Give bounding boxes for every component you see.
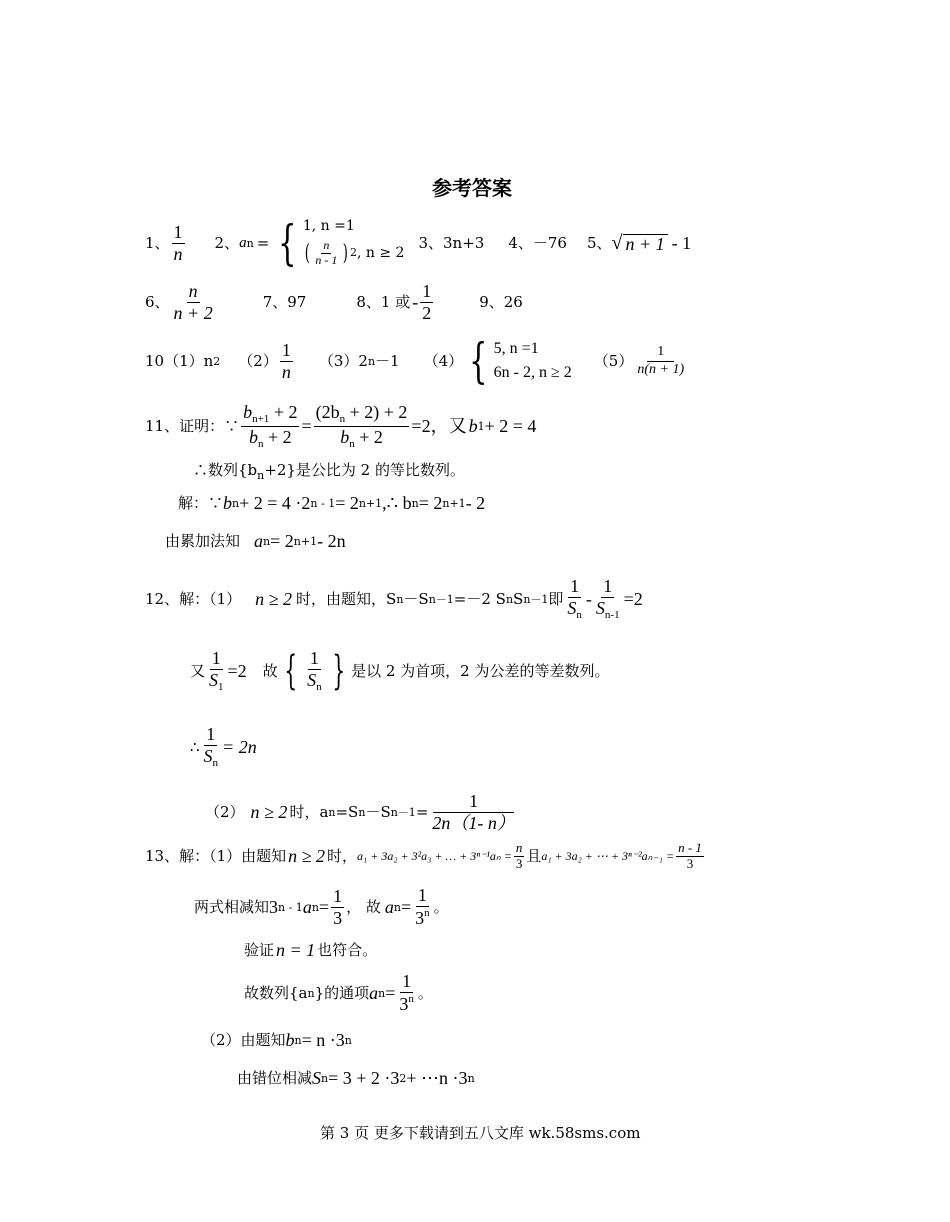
answer-11-line-3-d: = 2 [418, 493, 443, 513]
answer-12-line-4-text: 时，a [289, 802, 329, 821]
answer-10-part-5-label: （5） [593, 351, 634, 370]
answer-10-part-3-pow: n [367, 354, 376, 368]
answer-10-part-5-den: n(n + 1) [637, 361, 685, 377]
answer-6-label: 6、 [145, 292, 170, 311]
answer-11-line-3 [178, 490, 485, 516]
answer-12-fraction-2 [594, 576, 622, 621]
answer-12-line-3-eq: = 2n [222, 737, 257, 757]
answer-11-line-2-tail: +2}是公比为 2 的等比数列。 [264, 461, 465, 479]
answer-11-f1-num-tail: + 2 [269, 401, 298, 422]
page-title: 参考答案 [432, 176, 512, 200]
answer-10-case-2: 6n - 2, n ≥ 2 [493, 364, 572, 381]
answer-12-line-2-gu: 故 [262, 661, 278, 680]
answer-11-line-3-e: - 2 [465, 493, 486, 513]
answer-11-line-3-a: + 2 = 4 ·2 [239, 493, 311, 513]
answer-13-sum-1-den: 3 [515, 855, 523, 871]
left-brace-icon: { [284, 648, 297, 694]
answer-12-line-4-sub-1: n [328, 805, 336, 819]
answer-13-text-1: 时， [327, 846, 358, 865]
answer-2-case-2-tail: , n ≥ 2 [357, 245, 405, 261]
answer-13-line-6-sub: n [321, 1071, 329, 1085]
answer-13-line-2-end: 。 [433, 897, 449, 916]
answer-13-sum-1: a₁ + 3a₂ + 3²a₃ + … + 3ⁿ⁻¹aₙ = [357, 849, 512, 863]
answer-11-line-3-pow-3: n+1 [442, 496, 466, 510]
answer-12-sub-1: n [396, 592, 404, 606]
answer-12-eq: =2 [623, 589, 643, 609]
answer-13-line-2-den-2: 3 [415, 908, 425, 928]
answer-11-eq-1: = [301, 416, 312, 436]
page-footer: 第 3 页 更多下载请到五八文库 wk.58sms.com [320, 1124, 641, 1142]
answer-13-line-4-num: 1 [402, 971, 412, 992]
answer-13-line-2-gu: ， 故 [346, 897, 381, 916]
answer-13-line-2-fraction [331, 886, 344, 928]
answer-13-sum-2-fraction [676, 841, 704, 872]
answer-5-tail: - 1 [671, 233, 692, 253]
answer-13-line-5-sub: n [294, 1033, 302, 1047]
answer-12-text-mid: －S [403, 589, 429, 608]
answer-12-line-1 [145, 574, 643, 624]
answer-4: 4、－76 [508, 233, 567, 252]
answer-13-line-6-pow-2: n [467, 1071, 475, 1085]
answer-12-set-sub: n [316, 681, 322, 694]
answer-2-cases [303, 216, 405, 270]
answer-10-part-4-label: （4） [423, 351, 464, 370]
answer-12-line-3-num: 1 [206, 724, 216, 745]
answer-13-line-3-tail: 也符合。 [317, 940, 378, 959]
answer-12-line-4-den: 2n（1- n） [432, 812, 515, 833]
answer-12-sub-2: n－1 [428, 592, 454, 606]
answer-10-part-5-fraction [635, 344, 686, 377]
answer-10-part-2-num: 1 [281, 339, 291, 360]
sqrt-icon: √ [611, 232, 623, 254]
answer-12-condition: n ≥ 2 [255, 589, 293, 609]
answer-8-num: 1 [422, 280, 432, 301]
answer-10-part-2-label: （2） [238, 351, 278, 370]
answer-13-line-2-a: 3 [269, 897, 279, 917]
answer-12-line-3-fraction [202, 724, 221, 769]
answer-12-line-4-label: （2） [205, 802, 245, 821]
answer-11-f1-den: b [248, 426, 258, 447]
answer-8-minus: - [412, 292, 419, 312]
answer-11-line-4-sub: n [263, 534, 271, 548]
answer-13-line-2-sub: n [311, 900, 319, 914]
answer-11-eq-2: =2，又 [411, 416, 467, 436]
answer-11-b1-tail: + 2 = 4 [484, 416, 537, 436]
answer-11-f2-den: b [340, 426, 350, 447]
answer-10-part-1-pow: 2 [213, 354, 221, 368]
answer-2-a-sub: n [246, 236, 254, 250]
answer-13-cond: n ≥ 2 [288, 846, 326, 866]
answer-12-line-3-label: ∴ [190, 737, 200, 756]
answer-11-b1-sub: 1 [477, 419, 485, 433]
answer-11-fraction-1 [241, 402, 299, 450]
answer-12-minus: - [585, 589, 592, 609]
answer-10-cases [494, 337, 572, 385]
answer-2-a: a [239, 234, 247, 251]
answer-12-text-tail: 即 [548, 589, 564, 608]
answer-11-line-3-sub-2: n [411, 496, 419, 510]
answer-13-sum-1-fraction [514, 841, 525, 872]
answer-1-num: 1 [173, 221, 183, 242]
answer-2-case-2-pow: 2 [350, 246, 357, 260]
answer-11-line-3-c: ,∴ b [382, 493, 412, 513]
answer-13-sum-2-den: 3 [686, 855, 694, 871]
answer-13-sum-1-num: n [515, 839, 523, 855]
answer-12-line-3-sub: n [212, 757, 219, 770]
answer-12-line-4-eq: = [415, 802, 429, 821]
answer-12-line-3-den: S [203, 746, 213, 767]
answer-11-f2-num-sub: n [339, 412, 346, 425]
answer-12-line-4-fraction [430, 791, 517, 833]
answer-13-line-4-den-pow: n [408, 993, 414, 1005]
answer-12-set-num: 1 [309, 648, 319, 669]
answer-12-line-2 [190, 644, 610, 698]
answer-12-line-3 [190, 722, 257, 772]
answer-13-line-2-eq: = [318, 897, 330, 917]
answer-13-line-4-mid: }的通项 [314, 983, 370, 1002]
answer-13-line-4-a: a [369, 983, 379, 1003]
answer-11-line-2 [193, 463, 465, 481]
answer-13-line-3-label: 验证 [244, 940, 275, 959]
answer-11-f1-den-sub: n [257, 437, 264, 450]
answer-12-line-4-num: 1 [433, 791, 514, 813]
answer-8-label: 8、1 或 [356, 292, 411, 311]
answer-13-line-4-sub: n [307, 986, 315, 1000]
answer-13-line-2-fraction-2 [413, 885, 432, 928]
answer-11-line-4-a: a [254, 531, 264, 551]
answer-13-line-6 [237, 1066, 475, 1090]
answer-10-part-3-tail: －1 [375, 351, 400, 370]
answer-13-label: 13、解：（1）由题知 [145, 846, 287, 865]
answer-5-label: 5、 [586, 233, 612, 252]
answer-11-line-2-text: ∴数列{b [193, 461, 258, 479]
answer-12-sub-4: n－1 [523, 592, 549, 606]
answer-11-line-1 [145, 402, 536, 450]
answer-12-line-4-sub-2: n [358, 805, 366, 819]
answer-13-line-5-a: b [285, 1030, 295, 1050]
answer-13-line-6-label: 由错位相减 [237, 1068, 313, 1087]
answer-12-set-fraction [305, 648, 324, 693]
answer-11-line-4 [165, 528, 346, 554]
answer-12-line-4 [205, 787, 519, 837]
answer-2-eq: = [256, 233, 270, 252]
answer-12-f1-den-sub: n [576, 609, 582, 622]
answer-13-line-2-num: 1 [333, 885, 343, 906]
answer-11-f2-den-tail: + 2 [354, 426, 383, 447]
answer-12-set-den: S [307, 670, 317, 691]
answer-12-f1-den: S [567, 598, 577, 619]
answer-13-line-2-label: 两式相减知 [194, 897, 270, 916]
answer-13-line-6-a: S [312, 1068, 322, 1088]
answer-13-line-4-den: 3 [399, 994, 409, 1014]
answer-11-f2-num-tail: + 2) + 2 [345, 401, 408, 422]
answer-11-line-4-c: - 2n [317, 531, 346, 551]
right-brace-icon: } [332, 648, 345, 694]
answer-11-f2-num: (2b [315, 401, 340, 422]
answer-12-f2-den: S [595, 598, 605, 619]
answer-13-line-6-c: + ⋯n ·3 [406, 1068, 468, 1088]
answer-11-b1: b [468, 416, 478, 436]
answer-11-line-3-label: 解：∵ [178, 493, 224, 512]
answer-9: 9、26 [479, 292, 523, 311]
answer-11-line-4-pow: n+1 [293, 534, 318, 548]
answer-13-line-2-num-2: 1 [417, 885, 427, 906]
answer-1-fraction [172, 222, 185, 264]
answer-13-line-5 [201, 1028, 352, 1052]
answer-12-text-mid-3: S [513, 589, 524, 608]
answer-11-fraction-2 [314, 402, 410, 450]
answer-10-part-3: （3）2 [318, 351, 368, 370]
answer-13-sum-2-num: n - 1 [678, 839, 702, 855]
answer-2-case-1: 1, n =1 [302, 218, 355, 234]
answer-10-brace: { [469, 333, 488, 389]
answer-13-line-4 [244, 968, 433, 1018]
answer-12-line-4-mid-2: －S [365, 802, 391, 821]
answer-13-line-4-label: 故数列{a [244, 983, 308, 1002]
answer-12-line-2-tail: 是以 2 为首项，2 为公差的等差数列。 [351, 661, 610, 680]
answer-12-line-2-label: 又 [190, 661, 206, 680]
answer-13-line-2-den-2-pow: n [424, 907, 430, 919]
answer-13-line-3-eq: n = 1 [276, 940, 316, 960]
answer-12-text-1: 时，由题知，S [296, 589, 397, 608]
answer-13-line-2-eq-2: = [400, 897, 412, 917]
answer-12-line-4-cond: n ≥ 2 [250, 802, 288, 822]
answer-13-line-2 [194, 882, 449, 932]
answers-1-5 [145, 215, 691, 271]
answer-13-line-3 [244, 938, 377, 962]
answer-13-line-1 [145, 838, 706, 874]
answer-13-line-5-pow: n [344, 1033, 352, 1047]
answer-12-line-4-mid: =S [335, 802, 359, 821]
answer-6-fraction [172, 281, 215, 323]
answer-13-line-5-label: （2）由题知 [201, 1030, 286, 1049]
answer-11-line-3-pow-2: n+1 [358, 496, 383, 510]
answer-10-part-1: 10（1）n [145, 351, 214, 370]
answer-11-line-4-b: = 2 [270, 531, 294, 551]
answer-11-f2-den-sub: n [349, 437, 355, 450]
answer-13-line-5-b: = n ·3 [301, 1030, 345, 1050]
answer-13-line-4-eq: = [385, 983, 396, 1003]
answer-13-and: 且 [526, 846, 542, 865]
answer-10-case-1: 5, n =1 [493, 340, 539, 357]
answer-13-line-6-pow: 2 [399, 1071, 407, 1085]
answer-13-line-2-pow: n - 1 [278, 900, 303, 914]
answer-1-label: 1、 [145, 233, 170, 252]
answer-11-label: 11、证明：∵ [145, 416, 240, 435]
answer-2-case-2-den: n - 1 [315, 253, 338, 267]
answer-12-line-4-sub-3: n－1 [390, 805, 416, 819]
answer-2-case-2: ( $\frac{n}{n - 1}$ ) 2 , n ≥ 2 [304, 238, 405, 267]
answer-11-f1-num: b [243, 401, 253, 422]
answer-8-den: 2 [422, 302, 432, 323]
answer-6-num: n [188, 280, 198, 301]
answer-2-case-2-num: n [323, 238, 330, 253]
answer-12-sub-3: n [505, 592, 514, 606]
answer-11-line-3-b2: = 2 [335, 493, 359, 513]
answer-11-line-4-label: 由累加法知 [165, 531, 241, 550]
answer-7: 7、97 [262, 292, 307, 311]
answer-13-sum-2: a₁ + 3a₂ + ⋯ + 3ⁿ⁻²aₙ₋₁ = [541, 849, 675, 863]
answer-11-f1-num-sub: n+1 [252, 412, 270, 425]
answer-12-f2-den-sub: n-1 [604, 609, 620, 622]
answer-5-radicand: n + 1 [623, 234, 668, 253]
answer-11-line-3-sub: n [232, 496, 240, 510]
answer-12-f2-num: 1 [603, 576, 613, 597]
answer-13-line-4-sub-2: n [378, 986, 386, 1000]
answer-13-line-2-c: a [384, 897, 394, 917]
answer-10-part-2-den: n [281, 361, 291, 382]
answer-6-den: n + 2 [173, 302, 213, 323]
answer-2-brace: { [278, 215, 297, 271]
answer-12-label: 12、解：（1） [145, 589, 242, 608]
answer-3: 3、3n+3 [418, 233, 485, 252]
answer-12-line-2-den-sub: 1 [218, 681, 224, 694]
answer-12-line-2-num: 1 [211, 648, 221, 669]
answer-12-line-2-eq: =2 [227, 661, 247, 681]
answers-6-9 [145, 278, 523, 326]
answer-8-fraction [420, 281, 433, 323]
answer-11-line-3-pow-1: n - 1 [310, 496, 336, 510]
answer-12-f1-num: 1 [570, 576, 580, 597]
answer-12-text-mid-2: =－2 S [453, 589, 506, 608]
answer-13-line-2-den: 3 [333, 907, 343, 928]
answer-2-label: 2、 [214, 233, 240, 252]
answer-1-den: n [173, 243, 183, 264]
answer-11-f1-den-tail: + 2 [263, 426, 292, 447]
answer-10-part-5-num: 1 [647, 344, 674, 361]
answer-12-line-2-den: S [209, 670, 219, 691]
answer-13-line-4-fraction [397, 971, 416, 1014]
answer-10 [145, 333, 688, 389]
answer-11-line-2-sub: n [257, 469, 265, 482]
answer-13-line-4-end: 。 [417, 983, 433, 1002]
answer-13-line-6-b: = 3 + 2 ·3 [328, 1068, 400, 1088]
answer-11-line-3-b: b [223, 493, 233, 513]
answer-12-fraction-1 [565, 576, 584, 621]
answer-13-line-2-sub-2: n [393, 900, 401, 914]
answer-13-line-2-b: a [302, 897, 312, 917]
answer-12-line-2-fraction [207, 648, 226, 693]
answer-10-part-2-fraction [280, 340, 293, 382]
